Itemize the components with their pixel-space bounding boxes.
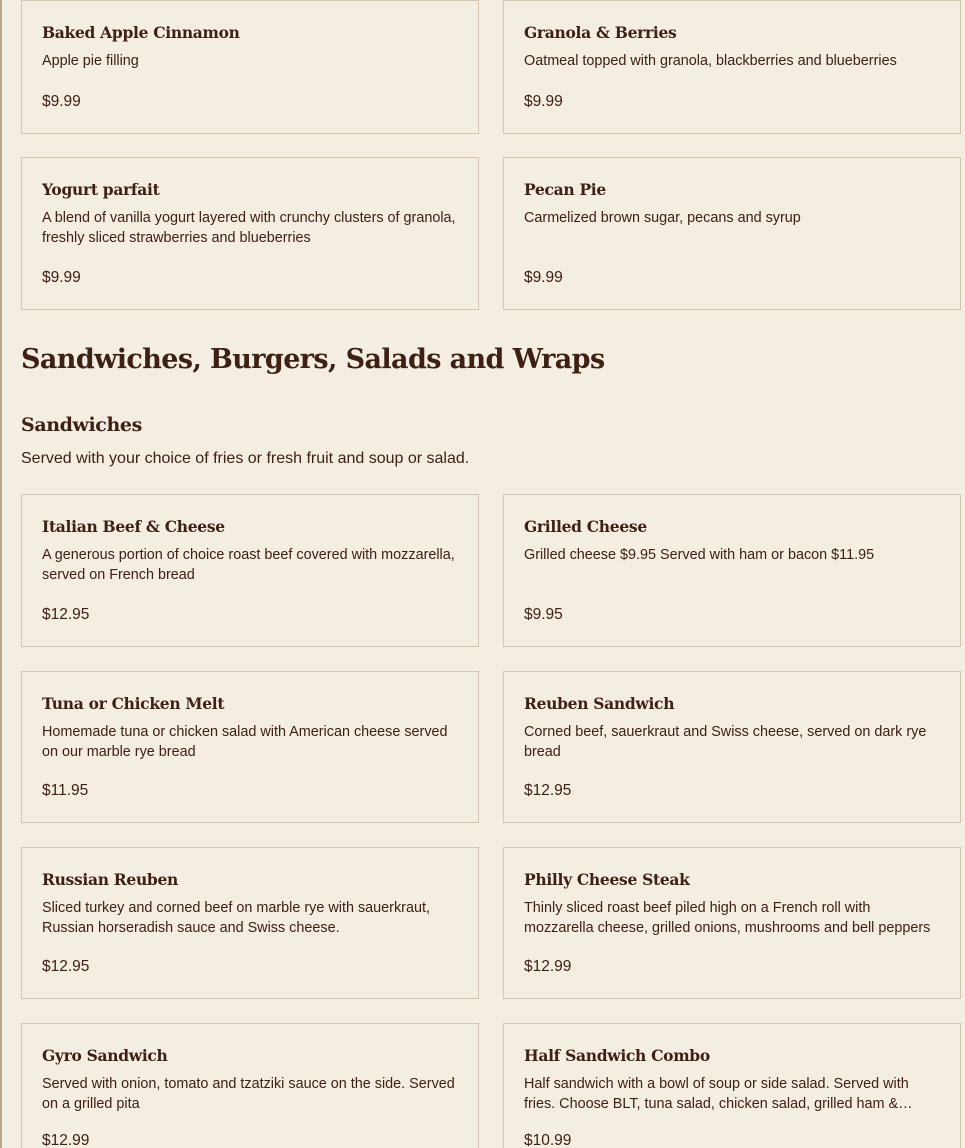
menu-item-title: Baked Apple Cinnamon [42,23,240,42]
menu-item-price: $9.99 [524,93,563,110]
menu-item-title: Philly Cheese Steak [524,870,690,889]
menu-item-price: $12.95 [42,606,90,623]
menu-item-card[interactable] [503,157,961,310]
menu-item-price: $9.99 [524,269,563,286]
menu-item-price: $12.99 [524,958,572,975]
menu-item-card[interactable] [503,1023,961,1148]
menu-item-description: Thinly sliced roast beef piled high on a French roll with mozzarella cheese, grilled onions, mushrooms and bell peppers [524,900,931,936]
menu-item-card[interactable] [21,494,479,647]
menu-item-card[interactable] [503,847,961,999]
menu-item-card[interactable] [503,0,961,134]
menu-item-price: $9.99 [42,269,81,286]
menu-item-description: A blend of vanilla yogurt layered with crunchy clusters of granola, freshly sliced strawberries and blueberries [42,210,456,246]
menu-item-price: $12.95 [524,782,572,799]
menu-item-description: Apple pie filling [42,53,139,69]
menu-item-description: Corned beef, sauerkraut and Swiss cheese, served on dark rye bread [524,724,927,760]
menu-item-price: $12.95 [42,958,90,975]
menu-item-description: Homemade tuna or chicken salad with American cheese served on our marble rye bread [42,724,448,760]
menu-item-title: Italian Beef & Cheese [42,517,225,536]
menu-item-card[interactable] [21,0,479,134]
menu-item-description: A generous portion of choice roast beef covered with mozzarella, served on French bread [42,547,455,583]
menu-item-description: Sliced turkey and corned beef on marble rye with sauerkraut, Russian horseradish sauce and Swiss cheese. [42,900,430,936]
menu-item-card[interactable] [503,494,961,647]
menu-item-description: Served with onion, tomato and tzatziki sauce on the side. Served on a grilled pita [42,1076,455,1112]
section-title: Sandwiches, Burgers, Salads and Wraps [21,344,605,375]
menu-item-card[interactable] [503,671,961,823]
menu-item-description: Oatmeal topped with granola, blackberries and blueberries [524,53,897,69]
page-left-border [0,0,2,1148]
menu-item-card[interactable] [21,157,479,310]
menu-item-title: Reuben Sandwich [524,694,675,713]
menu-item-title: Granola & Berries [524,23,677,42]
menu-item-price: $12.99 [42,1132,90,1148]
menu-item-title: Russian Reuben [42,870,178,889]
menu-item-title: Yogurt parfait [42,180,160,199]
menu-item-description: Half sandwich with a bowl of soup or side salad. Served with fries. Choose BLT, tuna salad, chicken salad, grilled ham &… [524,1076,913,1112]
menu-item-title: Tuna or Chicken Melt [42,694,225,713]
menu-item-price: $9.95 [524,606,563,623]
menu-item-price: $11.95 [42,782,89,799]
menu-item-price: $10.99 [524,1132,572,1148]
menu-item-title: Grilled Cheese [524,517,647,536]
menu-item-title: Gyro Sandwich [42,1046,168,1065]
menu-item-card[interactable] [21,847,479,999]
menu-item-card[interactable] [21,1023,479,1148]
menu-item-title: Half Sandwich Combo [524,1046,710,1065]
subsection-note: Served with your choice of fries or fresh fruit and soup or salad. [21,450,470,467]
menu-item-card[interactable] [21,671,479,823]
menu-item-price: $9.99 [42,93,81,110]
subsection-title: Sandwiches [21,414,142,436]
menu-item-description: Carmelized brown sugar, pecans and syrup [524,210,801,226]
menu-item-title: Pecan Pie [524,180,606,199]
menu-item-description: Grilled cheese $9.95 Served with ham or bacon $11.95 [524,547,875,563]
